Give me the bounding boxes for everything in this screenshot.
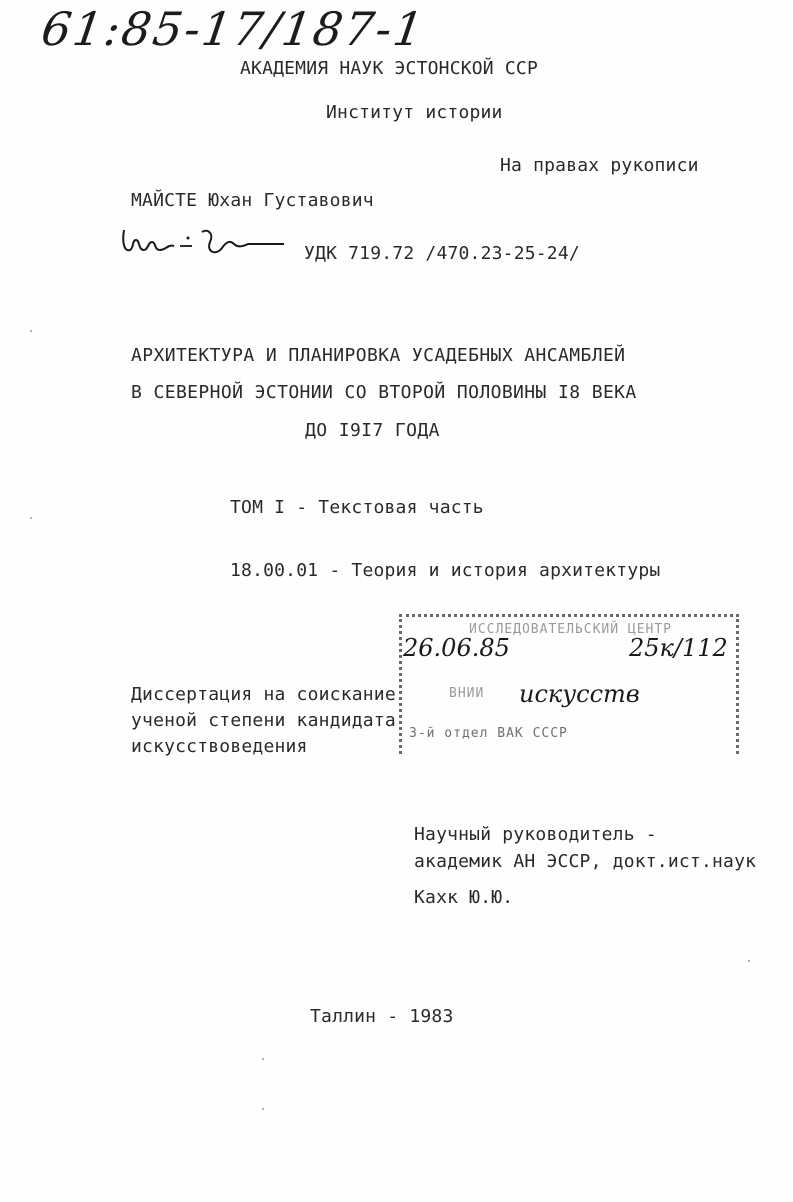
supervisor-line-2: академик АН ЭССР, докт.ист.наук	[414, 851, 757, 872]
dissertation-line-1: Диссертация на соискание	[131, 684, 396, 705]
specialty-code: 18.00.01 - Теория и история архитектуры	[230, 560, 661, 581]
scan-speck	[30, 517, 32, 519]
stamp-faint-line-2: ВНИИ	[449, 686, 485, 701]
scan-speck	[262, 1058, 264, 1060]
manuscript-rights-note: На правах рукописи	[500, 155, 699, 176]
supervisor-line-1: Научный руководитель -	[414, 824, 657, 845]
place-and-year: Таллин - 1983	[310, 1006, 454, 1027]
stamp-faint-line-1: ИССЛЕДОВАТЕЛЬСКИЙ ЦЕНТР	[469, 622, 673, 637]
udk-code: УДК 719.72 /470.23-25-24/	[304, 243, 580, 264]
stamp-handwritten-word: искусств	[519, 680, 640, 708]
dissertation-line-3: искусствоведения	[131, 736, 308, 757]
stamp-handwritten-date: 26.06.85	[403, 634, 510, 662]
stamp-footer: 3-й отдел ВАК СССР	[409, 726, 568, 741]
stamp-handwritten-code: 25к/112	[629, 634, 728, 662]
institute-name: Институт истории	[326, 102, 503, 123]
scan-speck	[262, 1108, 264, 1110]
dissertation-line-2: ученой степени кандидата	[131, 710, 396, 731]
author-name: МАЙСТЕ Юхан Густавович	[131, 190, 374, 211]
scan-speck	[748, 960, 750, 962]
supervisor-name: Кахк Ю.Ю.	[414, 887, 514, 908]
volume-label: ТОМ I - Текстовая часть	[230, 497, 484, 518]
title-line-1: АРХИТЕКТУРА И ПЛАНИРОВКА УСАДЕБНЫХ АНСАМБЛЕЙ	[131, 345, 626, 366]
scan-speck	[30, 330, 32, 332]
title-line-2: В СЕВЕРНОЙ ЭСТОНИИ СО ВТОРОЙ ПОЛОВИНЫ I8 ВЕКА	[131, 382, 637, 403]
handwritten-archive-number: 61:85-17/187-1	[38, 2, 429, 56]
title-line-3: ДО I9I7 ГОДА	[305, 420, 440, 441]
academy-header: АКАДЕМИЯ НАУК ЭСТОНСКОЙ ССР	[240, 58, 538, 79]
author-signature	[118, 222, 288, 264]
archive-stamp	[399, 614, 739, 754]
